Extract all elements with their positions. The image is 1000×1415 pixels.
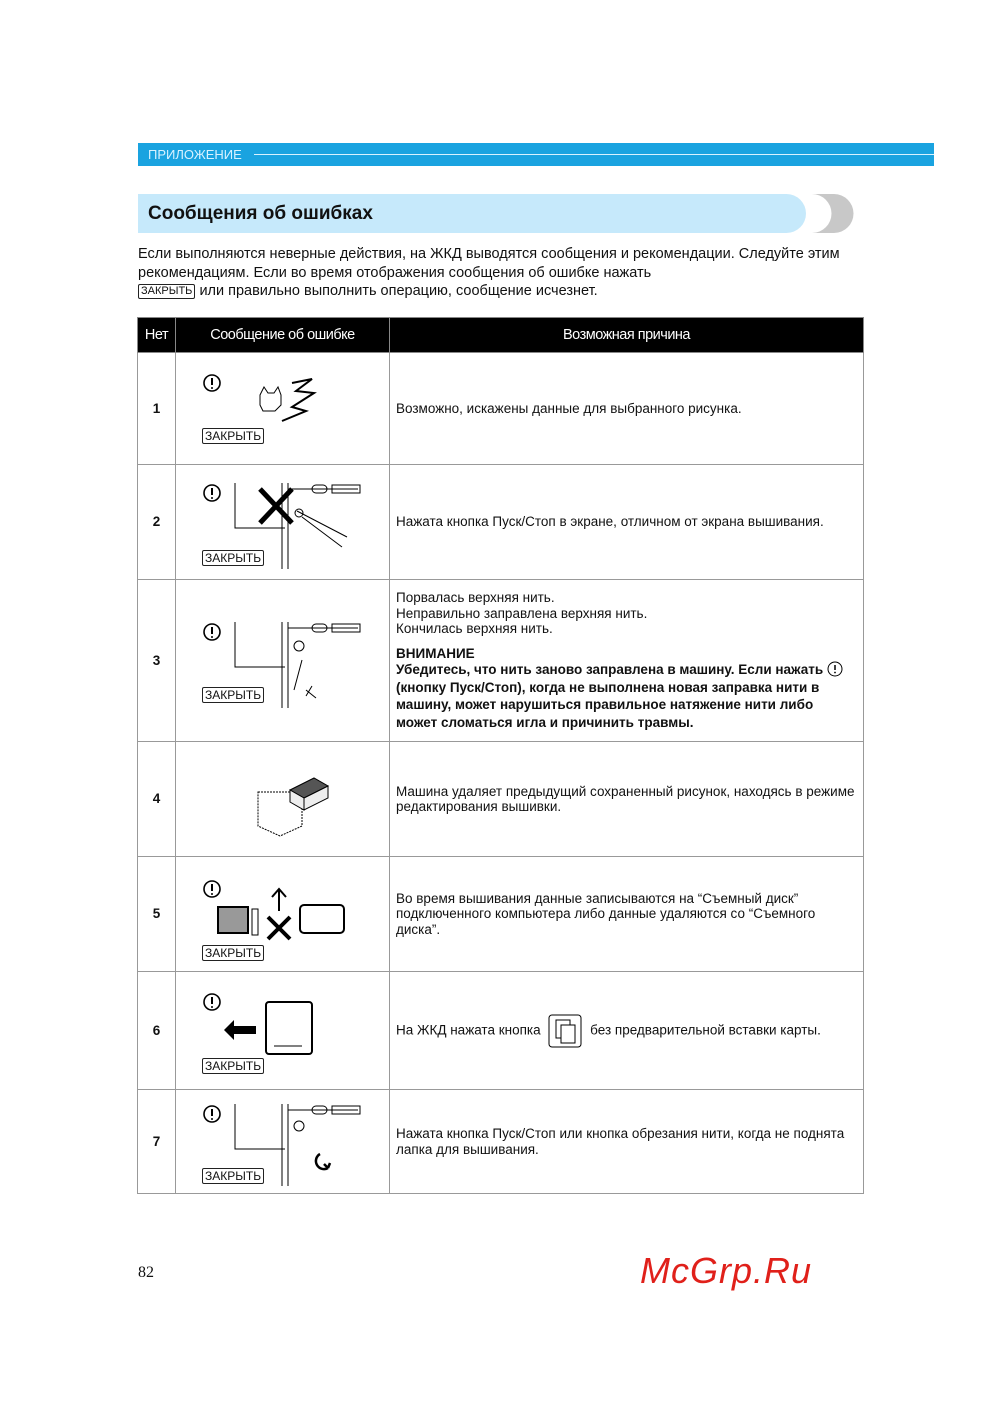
close-button: ЗАКРЫТЬ: [202, 428, 264, 444]
table-row: [138, 972, 864, 1090]
cause-cell: [390, 972, 864, 1090]
row-number: 3: [138, 580, 176, 742]
usb-computer-blocked-icon: [202, 879, 352, 943]
chapter-tab-icon: [812, 194, 854, 233]
message-cell: [176, 580, 390, 742]
caution-text-b: (кнопку Пуск/Стоп), когда не выполнена новая заправка нити в машину, может нарушиться правильное натяжение нити либо может сломаться игла и причинить травмы.: [396, 679, 820, 730]
table-row: [138, 353, 864, 465]
row-number: 4: [138, 742, 176, 857]
row-number: 5: [138, 857, 176, 972]
intro-text-1: Если выполняются неверные действия, на ЖКД выводятся сообщения и рекомендации. Следуйте этим рекомендациям. Если во время отображения сообщения об ошибке нажать: [138, 246, 840, 281]
cause-cell: [390, 580, 864, 742]
cause-text: Нажата кнопка Пуск/Стоп в экране, отличном от экрана вышивания.: [390, 465, 864, 580]
close-button: ЗАКРЫТЬ: [202, 1058, 264, 1074]
title-bar: [138, 194, 806, 233]
intro-text-2: или правильно выполнить операцию, сообщение исчезнет.: [199, 283, 598, 299]
close-button: ЗАКРЫТЬ: [202, 945, 264, 961]
start-stop-icon: [827, 661, 843, 677]
eraser-pocket-icon: [256, 776, 336, 838]
close-button: ЗАКРЫТЬ: [202, 1168, 264, 1184]
page-number: 82: [138, 1264, 154, 1281]
close-button: ЗАКРЫТЬ: [202, 550, 264, 566]
table-header: [138, 318, 864, 353]
cause-text: Нажата кнопка Пуск/Стоп или кнопка обрезания нити, когда не поднята лапка для вышивания.: [390, 1090, 864, 1194]
message-cell: [176, 742, 390, 857]
section-label: ПРИЛОЖЕНИЕ: [148, 147, 242, 162]
section-header-bar: [138, 143, 934, 166]
message-cell: [176, 972, 390, 1090]
card-button-icon: [548, 1014, 582, 1048]
table-row: [138, 1090, 864, 1194]
row-number: 6: [138, 972, 176, 1090]
caution-text-a: Убедитесь, что нить заново заправлена в машину. Если нажать: [396, 662, 824, 677]
caution-text: [396, 661, 857, 731]
cause-text-a: На ЖКД нажата кнопка: [396, 1022, 541, 1038]
close-key: ЗАКРЫТЬ: [138, 284, 195, 299]
header-no: Нет: [138, 318, 176, 353]
cause-line: Кончилась верхняя нить.: [396, 621, 553, 636]
cause-text: Возможно, искажены данные для выбранного рисунка.: [390, 353, 864, 465]
cause-text-b: без предварительной вставки карты.: [590, 1022, 821, 1038]
cause-text: Машина удаляет предыдущий сохраненный рисунок, находясь в режиме редактирования вышивки.: [390, 742, 864, 857]
card-insert-icon: [202, 990, 322, 1056]
error-table: [137, 317, 864, 1194]
cause-line: Порвалась верхняя нить.: [396, 590, 555, 605]
header-message: Сообщение об ошибке: [176, 318, 390, 353]
header-cause: Возможная причина: [390, 318, 864, 353]
table-row: [138, 465, 864, 580]
message-cell: [176, 353, 390, 465]
watermark: McGrp.Ru: [640, 1250, 813, 1291]
divider: [254, 154, 934, 155]
intro-paragraph: [138, 245, 858, 301]
corrupt-data-cat-icon: [202, 373, 322, 423]
caution-title: ВНИМАНИЕ: [396, 645, 475, 661]
page-title: Сообщения об ошибках: [148, 203, 373, 224]
table-row: [138, 857, 864, 972]
message-cell: [176, 1090, 390, 1194]
cause-text: Во время вышивания данные записываются на “Съемный диск” подключенного компьютера либо данные удаляются со “Съемного диска”.: [390, 857, 864, 972]
row-number: 2: [138, 465, 176, 580]
cause-line: Неправильно заправлена верхняя нить.: [396, 605, 648, 621]
close-button: ЗАКРЫТЬ: [202, 687, 264, 703]
row-number: 7: [138, 1090, 176, 1194]
table-row: [138, 742, 864, 857]
row-number: 1: [138, 353, 176, 465]
message-cell: [176, 465, 390, 580]
table-row: [138, 580, 864, 742]
message-cell: [176, 857, 390, 972]
